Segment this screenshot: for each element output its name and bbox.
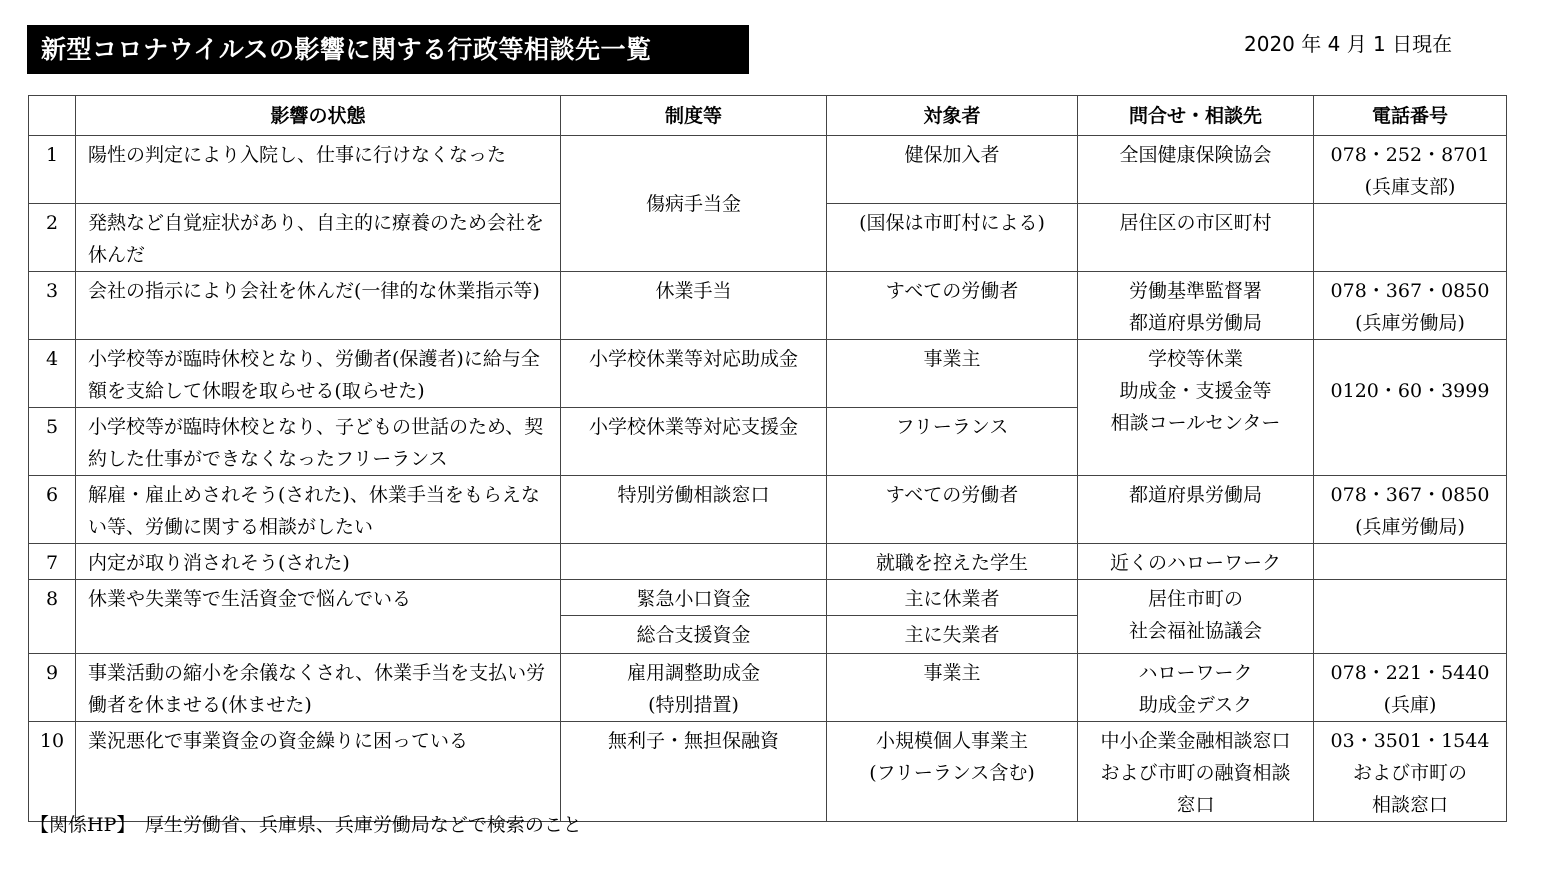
table-row [29, 580, 1507, 616]
contact-line: 助成金デスク [1138, 694, 1253, 716]
row-number: 9 [29, 654, 76, 722]
state-cell: 発熱など自覚症状があり、自主的に療養のため会社を休んだ [76, 204, 561, 272]
contact-cell: 全国健康保険協会 [1078, 136, 1314, 204]
phone-cell [1314, 654, 1507, 722]
target-cell: 主に失業者 [827, 616, 1078, 654]
phone-cell [1314, 544, 1507, 580]
target-cell: 事業主 [827, 654, 1078, 722]
table-row [29, 340, 1507, 408]
header-contact: 問合せ・相談先 [1078, 96, 1314, 136]
target-cell: (国保は市町村による) [827, 204, 1078, 272]
state-cell: 小学校等が臨時休校となり、子どもの世話のため、契約した仕事ができなくなったフリーランス [76, 408, 561, 476]
phone-note: および市町の [1352, 762, 1467, 784]
row-number: 4 [29, 340, 76, 408]
state-cell: 休業や失業等で生活資金で悩んでいる [76, 580, 561, 654]
as-of-date: 2020 年 4 月 1 日現在 [1244, 32, 1453, 56]
row-number: 6 [29, 476, 76, 544]
contact-line: 相談コールセンター [1110, 412, 1281, 434]
contact-cell [1078, 340, 1314, 476]
phone-cell [1314, 272, 1507, 340]
header-phone: 電話番号 [1314, 96, 1507, 136]
system-cell: 休業手当 [561, 272, 827, 340]
phone-cell [1314, 476, 1507, 544]
state-cell: 内定が取り消されそう(された) [76, 544, 561, 580]
system-cell [561, 654, 827, 722]
target-cell: すべての労働者 [827, 476, 1078, 544]
system-cell: 無利子・無担保融資 [561, 722, 827, 822]
system-cell: 傷病手当金 [561, 136, 827, 272]
target-cell: フリーランス [827, 408, 1078, 476]
header-state: 影響の状態 [76, 96, 561, 136]
contact-line: 学校等休業 [1147, 348, 1243, 370]
phone-cell [1314, 722, 1507, 822]
phone-cell [1314, 204, 1507, 272]
header-target: 対象者 [827, 96, 1078, 136]
system-cell [561, 544, 827, 580]
state-cell: 陽性の判定により入院し、仕事に行けなくなった [76, 136, 561, 204]
target-cell [827, 722, 1078, 822]
row-number: 7 [29, 544, 76, 580]
system-cell: 特別労働相談窓口 [561, 476, 827, 544]
system-cell: 小学校休業等対応支援金 [561, 408, 827, 476]
contact-cell: 都道府県労働局 [1078, 476, 1314, 544]
phone-cell [1314, 580, 1507, 654]
system-cell: 小学校休業等対応助成金 [561, 340, 827, 408]
target-cell: すべての労働者 [827, 272, 1078, 340]
system-line: 雇用調整助成金 [626, 662, 760, 684]
target-line: 小規模個人事業主 [875, 730, 1028, 752]
contact-line: および市町の融資相談 [1100, 762, 1291, 784]
table-row [29, 136, 1507, 204]
page-title: 新型コロナウイルスの影響に関する行政等相談先一覧 [27, 25, 749, 74]
target-cell: 主に休業者 [827, 580, 1078, 616]
table-row [29, 476, 1507, 544]
system-cell: 総合支援資金 [561, 616, 827, 654]
contact-cell [1078, 272, 1314, 340]
table-row [29, 544, 1507, 580]
state-cell: 小学校等が臨時休校となり、労働者(保護者)に給与全額を支給して休暇を取らせる(取らせた) [76, 340, 561, 408]
system-line: (特別措置) [648, 694, 739, 716]
state-cell: 業況悪化で事業資金の資金繰りに困っている [76, 722, 561, 822]
contact-line: 社会福祉協議会 [1128, 620, 1262, 642]
contact-cell: 居住区の市区町村 [1078, 204, 1314, 272]
phone-note: (兵庫労働局) [1355, 516, 1465, 538]
header-system: 制度等 [561, 96, 827, 136]
phone-number: 078・367・0850 [1330, 280, 1490, 302]
contact-cell [1078, 654, 1314, 722]
phone-cell [1314, 340, 1507, 476]
table-header-row [29, 96, 1507, 136]
phone-number: 078・221・5440 [1330, 662, 1490, 684]
header-num [29, 96, 76, 136]
state-cell: 解雇・雇止めされそう(された)、休業手当をもらえない等、労働に関する相談がしたい [76, 476, 561, 544]
target-cell: 事業主 [827, 340, 1078, 408]
phone-number: 078・367・0850 [1330, 484, 1490, 506]
phone-note: (兵庫支部) [1364, 176, 1456, 198]
target-line: (フリーランス含む) [869, 762, 1035, 784]
contact-line: ハローワーク [1138, 662, 1253, 684]
row-number: 10 [29, 722, 76, 822]
table-row [29, 722, 1507, 822]
system-cell: 緊急小口資金 [561, 580, 827, 616]
contact-line: 都道府県労働局 [1128, 312, 1262, 334]
phone-number: 0120・60・3999 [1330, 380, 1490, 402]
contact-cell: 近くのハローワーク [1078, 544, 1314, 580]
contact-line: 助成金・支援金等 [1119, 380, 1272, 402]
row-number: 8 [29, 580, 76, 654]
row-number: 3 [29, 272, 76, 340]
contact-line: 中小企業金融相談窓口 [1100, 730, 1291, 752]
contact-line: 居住市町の [1147, 588, 1243, 610]
phone-number: 03・3501・1544 [1330, 730, 1490, 752]
row-number: 5 [29, 408, 76, 476]
state-cell: 会社の指示により会社を休んだ(一律的な休業指示等) [76, 272, 561, 340]
footer-note: 【関係HP】 厚生労働省、兵庫県、兵庫労働局などで検索のこと [30, 814, 582, 836]
phone-cell [1314, 136, 1507, 204]
contact-cell [1078, 722, 1314, 822]
phone-note: (兵庫労働局) [1355, 312, 1465, 334]
table-row [29, 272, 1507, 340]
phone-note: 相談窓口 [1371, 794, 1448, 816]
contact-line: 窓口 [1176, 794, 1215, 816]
target-cell: 健保加入者 [827, 136, 1078, 204]
contact-cell [1078, 580, 1314, 654]
table-row [29, 654, 1507, 722]
row-number: 2 [29, 204, 76, 272]
state-cell: 事業活動の縮小を余儀なくされ、休業手当を支払い労働者を休ませる(休ませた) [76, 654, 561, 722]
consultation-table [28, 95, 1507, 822]
contact-line: 労働基準監督署 [1128, 280, 1262, 302]
row-number: 1 [29, 136, 76, 204]
phone-note: (兵庫) [1383, 694, 1437, 716]
phone-number: 078・252・8701 [1330, 144, 1490, 166]
target-cell: 就職を控えた学生 [827, 544, 1078, 580]
